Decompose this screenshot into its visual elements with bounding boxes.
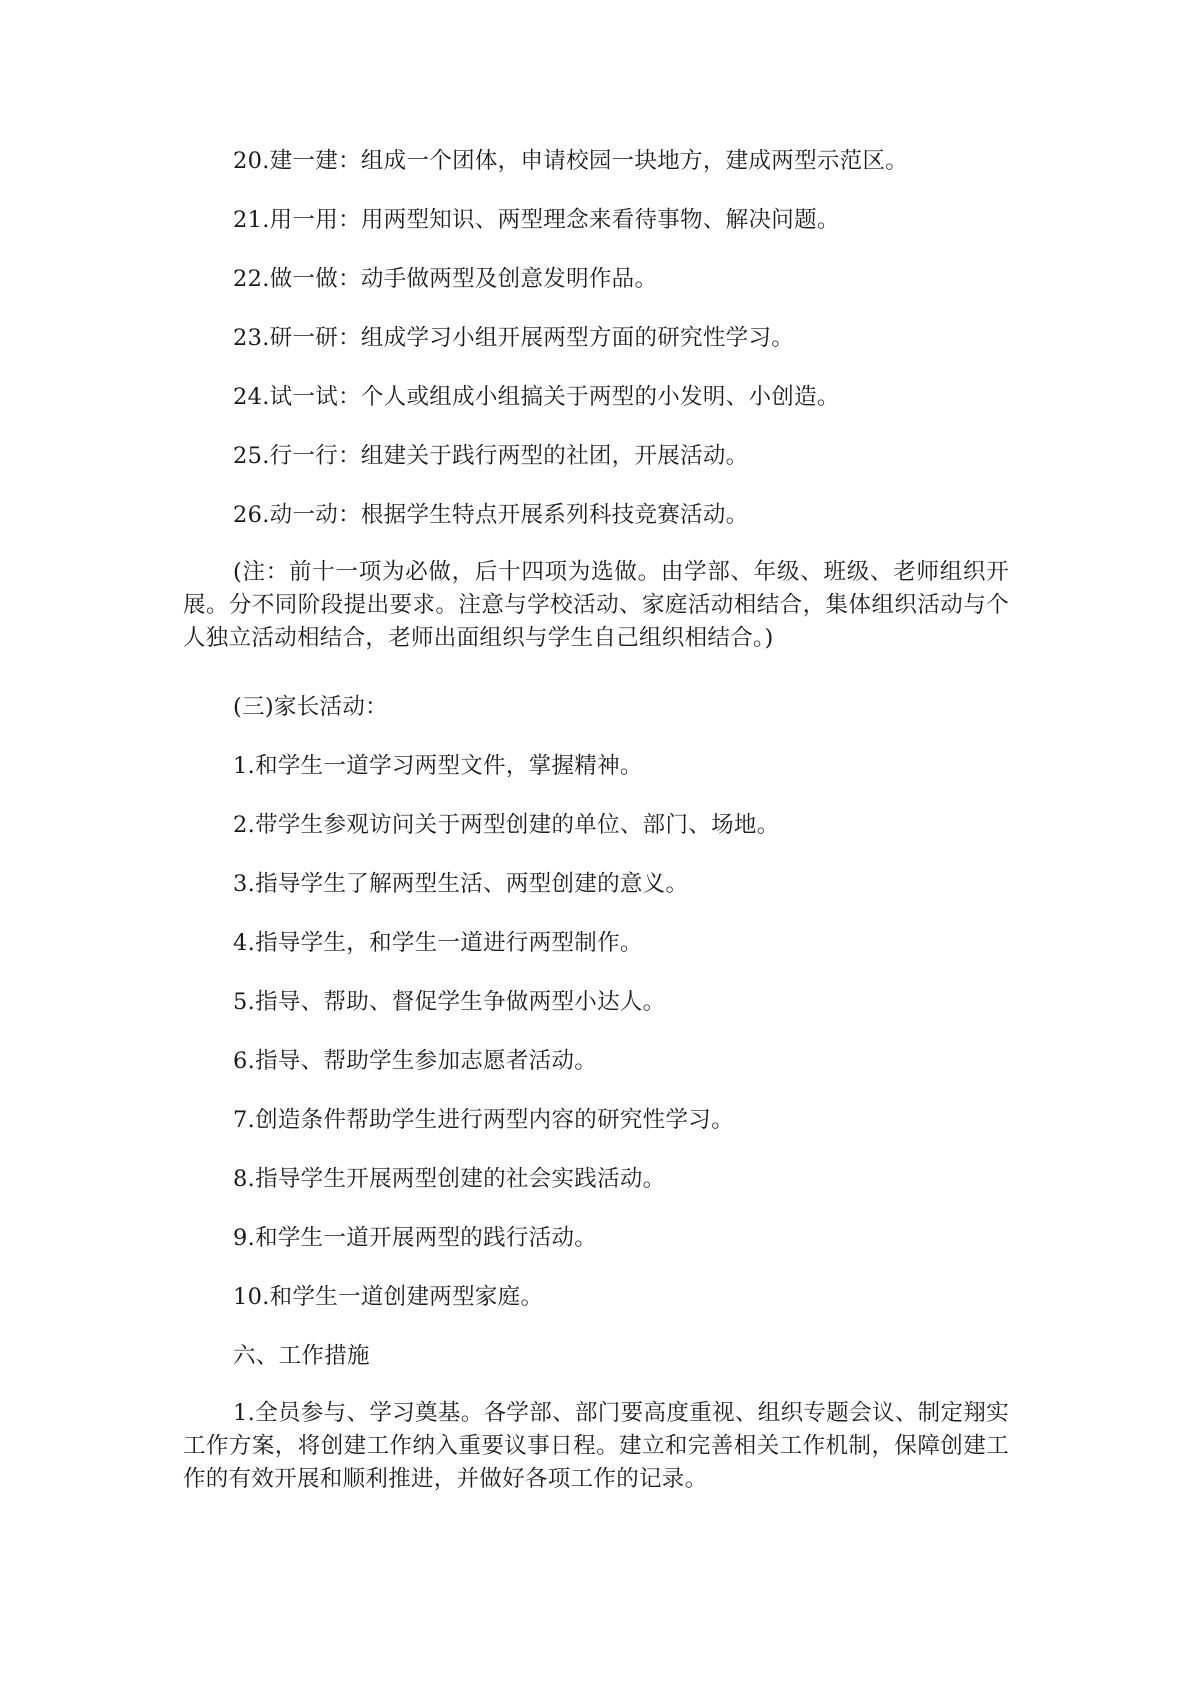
list-item: 20.建一建：组成一个团体，申请校园一块地方，建成两型示范区。 — [233, 148, 909, 174]
list-item: 6.指导、帮助学生参加志愿者活动。 — [233, 1048, 598, 1074]
list-item: 26.动一动：根据学生特点开展系列科技竞赛活动。 — [233, 502, 749, 528]
section-heading: (三)家长活动： — [233, 694, 388, 720]
list-item: 1.和学生一道学习两型文件，掌握精神。 — [233, 753, 643, 779]
section-heading: 六、工作措施 — [233, 1343, 370, 1369]
list-item: 5.指导、帮助、督促学生争做两型小达人。 — [233, 989, 666, 1015]
list-item: 22.做一做：动手做两型及创意发明作品。 — [233, 266, 658, 292]
list-item: 24.试一试：个人或组成小组搞关于两型的小发明、小创造。 — [233, 384, 840, 410]
list-item: 25.行一行：组建关于践行两型的社团，开展活动。 — [233, 443, 749, 469]
list-item: 4.指导学生，和学生一道进行两型制作。 — [233, 930, 643, 956]
list-item: 9.和学生一道开展两型的践行活动。 — [233, 1225, 598, 1251]
list-item: 8.指导学生开展两型创建的社会实践活动。 — [233, 1166, 666, 1192]
list-item: 2.带学生参观访问关于两型创建的单位、部门、场地。 — [233, 812, 780, 838]
list-item: 3.指导学生了解两型生活、两型创建的意义。 — [233, 871, 689, 897]
list-item: 7.创造条件帮助学生进行两型内容的研究性学习。 — [233, 1107, 734, 1133]
note-paragraph: (注：前十一项为必做，后十四项为选做。由学部、年级、班级、老师组织开展。分不同阶段提出要求。注意与学校活动、家庭活动相结合，集体组织活动与个人独立活动相结合，老师出面组织与学生自己组织相结合。) — [183, 559, 1009, 651]
list-item: 21.用一用：用两型知识、两型理念来看待事物、解决问题。 — [233, 207, 840, 233]
measure-paragraph: 1.全员参与、学习奠基。各学部、部门要高度重视、组织专题会议、制定翔实工作方案，将创建工作纳入重要议事日程。建立和完善相关工作机制，保障创建工作的有效开展和顺利推进，并做好各项工作的记录。 — [183, 1400, 1009, 1492]
list-item: 10.和学生一道创建两型家庭。 — [233, 1284, 544, 1310]
list-item: 23.研一研：组成学习小组开展两型方面的研究性学习。 — [233, 325, 795, 351]
